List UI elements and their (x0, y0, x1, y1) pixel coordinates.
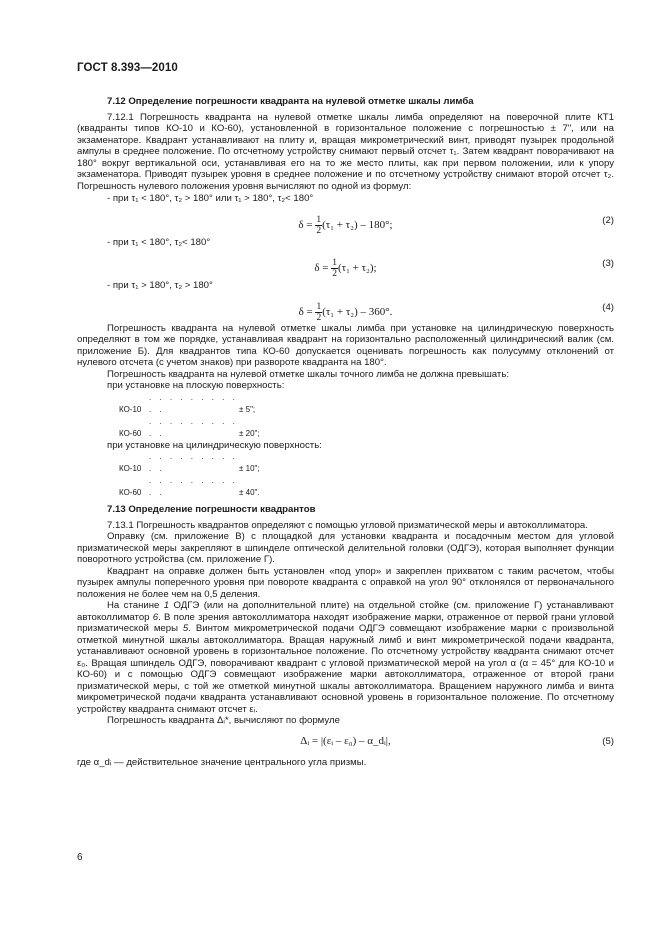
proc-ref-1: 1 (163, 600, 170, 611)
eq3-left: δ = (314, 262, 332, 275)
eq4-number: (4) (602, 301, 614, 313)
tolerance-value: ± 5"; (239, 404, 256, 414)
proc-ref-6: 6 (152, 611, 159, 623)
eq3-frac-num: 1 (332, 258, 338, 268)
tolerance-dots: . . . . . . . . . . . (149, 392, 238, 414)
eq4-right: (τ₁ + τ₂) – 360°. (322, 305, 393, 318)
equation-5 (77, 727, 614, 757)
proc-ref-5: 5 (182, 623, 189, 634)
paragraph-7-12-1: 7.12.1 Погрешность квадранта на нулевой отметке шкалы лимба определяют на поверочной плите КТ1 (квадранты типов КО-10 и КО-60), установленной в горизонтальное положение с погрешностью ± 7", или на экзаменаторе. Квадрант устанавливают на плиту и, вращая микрометрический винт, приводят пузырек продольной ампулы в среднее положение. По отсчетному устройству снимают первый отсчет τ₁. Затем квадрант поворачивают на 180° вокруг вертикальной оси, устанавливая его на то же место плиты, как при первом положении, или к упору экзаменатора. Приводят пузырек уровня в среднее положение и по отсчетному устройству снимают второй отсчет τ₂. Погрешность нулевого положения уровня вычисляют по одной из формул: (77, 111, 614, 192)
tolerance-value: ± 20"; (239, 428, 260, 438)
tolerance-row (77, 416, 614, 440)
paragraph-cylinder: Погрешность квадранта на нулевой отметке шкалы лимба при установке на цилиндрическую поверхность определяют в том же порядке, устанавливая квадрант на горизонтально расположенный цилиндрический валик (см. приложение Б). Для квадрантов типа КО-60 допускается оценивать погрешность как полусумму отклонений от нулевого отсчета (с учетом знаков) при развороте квадранта на 180°. (77, 322, 614, 368)
flat-surface-label: при установке на плоскую поверхность: (107, 380, 285, 391)
tolerance-value: ± 40". (239, 488, 260, 497)
eq2-number: (2) (602, 214, 614, 226)
tolerance-type: КО-60 (119, 488, 142, 497)
section-heading-7-12: 7.12 Определение погрешности квадранта на нулевой отметке шкалы лимба (107, 96, 474, 107)
paragraph-mandrel: Оправку (см. приложение В) с площадкой для установки квадранта и посадочным местом для угловой призматической меры закрепляют в шпинделе оптической делительной головки (ОДГЭ), которая выполняет функции поворотного устройства (см. приложение Г). (77, 531, 614, 565)
paragraph-where: где α_dᵢ — действительное значение центрального угла призмы. (77, 756, 367, 768)
paragraph-procedure (77, 600, 614, 715)
condition-3: - при τ₁ > 180°, τ₂ > 180° (107, 280, 213, 291)
eq2-frac-num: 1 (316, 214, 322, 225)
tolerance-type: КО-10 (119, 464, 142, 473)
eq3-number: (3) (602, 258, 614, 269)
proc-e: . В поле зрения автоколлиматора находят изображение марки, отраженное от первой грани угловой призматической меры (77, 611, 614, 634)
paragraph-7-13-1: 7.13.1 Погрешность квадрантов определяют с помощью угловой призматической меры и автоколлиматора. (107, 519, 588, 531)
eq3-right: (τ₁ + τ₂); (338, 262, 377, 275)
tolerance-row (77, 451, 614, 475)
eq5-formula: Δᵢ = |(εᵢ – ε₀) – α_dᵢ|, (300, 734, 391, 747)
condition-2: - при τ₁ < 180°, τ₂< 180° (107, 236, 211, 248)
tolerance-row (77, 392, 614, 416)
eq4-left: δ = (298, 305, 316, 318)
section-heading-7-13: 7.13 Определение погрешности квадрантов (107, 504, 316, 515)
eq2-right: (τ₁ + τ₂) – 180°; (322, 218, 393, 231)
paragraph-error-formula: Погрешность квадранта Δᵢ*, вычисляют по формуле (107, 715, 340, 726)
page-content (77, 94, 614, 768)
eq4-frac-den: 2 (316, 312, 322, 323)
tolerance-dots: . . . . . . . . . . . (149, 416, 238, 438)
eq3-fraction (331, 258, 338, 279)
paragraph-tolerance: Погрешность квадранта на нулевой отметке шкалы точного лимба не должна превышать: (107, 368, 509, 380)
proc-a: На станине (107, 600, 164, 611)
eq4-frac-num: 1 (316, 301, 322, 312)
equation-4 (77, 293, 614, 323)
equation-3 (77, 249, 614, 279)
eq2-left: δ = (298, 218, 316, 231)
paragraph-quadrant-mount: Квадрант на оправке должен быть установлен «под упор» и закреплен прихватом с таким расчетом, чтобы пузырек ампулы поперечного уровня при повороте квадранта с оправкой на угол 90° отклонялся от первоначального положения не более чем на 0,5 деления. (77, 565, 614, 600)
page-number: 6 (77, 852, 83, 863)
proc-c: ОДГЭ (или на дополнительной плите) на отдельной стойке (см. приложение Г) устанавливают автоколлиматор (77, 600, 614, 623)
tolerance-type: КО-60 (119, 428, 142, 438)
proc-g: . Винтом микрометрической подачи ОДГЭ совмещают изображение марки с произвольной отметкой минутной шкалы автоколлиматора. Вращая наружный лимб и винт микрометрической подачи квадранта, устанавливают основной уровень в горизонтальное положение. По отсчетному устройству квадранта снимают отсчет ε₀. Вращая шпиндель ОДГЭ, поворачивают квадрант с угловой призматической мерой на угол α (α = 45° для КО-10 и КО-60) и с помощью ОДГЭ совмещают изображение марки автоколлиматора, отраженное от второй грани призматической меры, с той же отметкой минутной шкалы автоколлиматора. Вращением наружного лимба и винта микрометрической подачи квадранта устанавливают основной уровень в горизонтальное положение. По отсчетному устройству квадранта снимают отсчет εᵢ. (77, 623, 614, 715)
document-header: ГОСТ 8.393—2010 (77, 62, 178, 74)
eq2-frac-den: 2 (316, 225, 322, 236)
tolerance-value: ± 10"; (239, 464, 260, 473)
tolerance-row (77, 475, 614, 499)
tolerance-dots: . . . . . . . . . . . (149, 452, 238, 473)
eq5-number: (5) (602, 735, 614, 747)
condition-1: - при τ₁ < 180°, τ₂ > 180° или τ₁ > 180°, τ₂< 180° (107, 193, 314, 204)
equation-2 (77, 206, 614, 236)
tolerance-type: КО-10 (119, 404, 142, 414)
cylinder-surface-label: при установке на цилиндрическую поверхность: (107, 439, 322, 451)
tolerance-dots: . . . . . . . . . . . (149, 476, 238, 497)
eq3-frac-den: 2 (332, 269, 338, 279)
